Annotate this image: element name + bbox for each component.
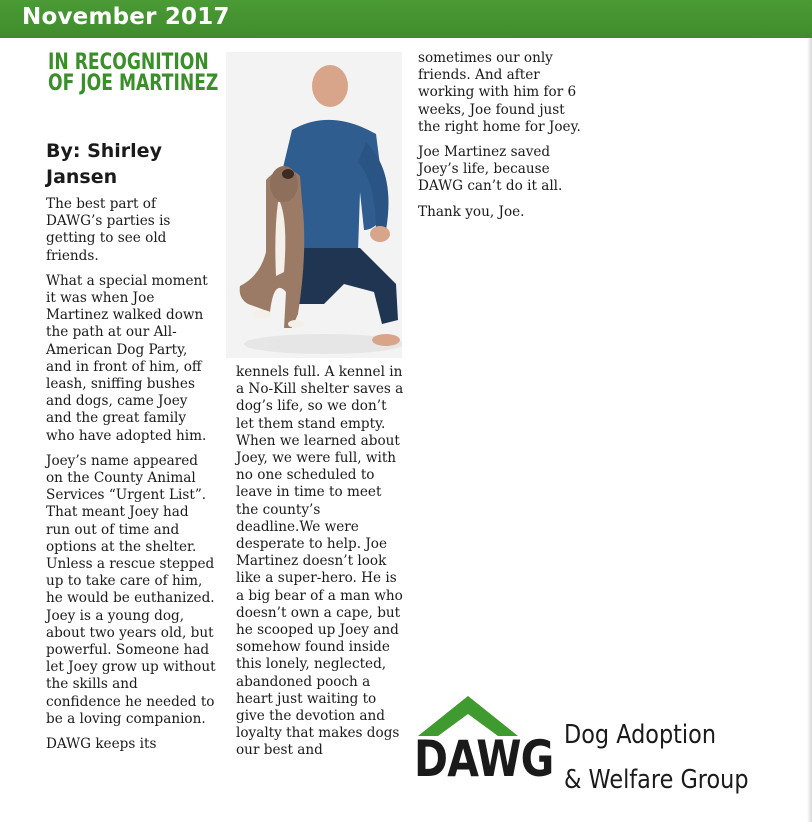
paragraph: Joe Martinez saved Joey’s life, because DAWG can’t do it all.	[418, 144, 563, 195]
logo-tagline-line1: Dog Adoption	[564, 720, 717, 750]
paragraph: What a special moment it was when Joe Martinez walked down the path at our All-American Dog Party, and in front of him, off leash, sniffing bushes and dogs, came Joey and the great family who have adopted him.	[46, 272, 208, 444]
article-byline: By: Shirley Jansen	[46, 140, 162, 188]
logo-wordmark: DAWG	[414, 730, 554, 788]
dawg-logo	[412, 690, 792, 810]
page-edge-shadow	[807, 38, 812, 822]
paragraph: kennels full. A kennel in a No-Kill shelter saves a dog’s life, so we don’t let them stand empty. When we learned about Joey, we were full, with no one scheduled to leave in time to meet the county’s deadline.We were desperate to help. Joe Martinez doesn’t look like a super-hero. He is a big bear of a man who doesn’t own a cape, but he scooped up Joey and somehow found inside this lonely, neglected, abandoned pooch a heart just waiting to give the devotion and loyalty that makes dogs our best and	[236, 364, 404, 759]
article-headline: IN RECOGNITION OF JOE MARTINEZ	[48, 50, 219, 96]
paragraph: The best part of DAWG’s parties is getting to see old friends.	[46, 196, 171, 264]
article-column-2	[236, 364, 406, 768]
article-column-3	[418, 50, 588, 229]
paragraph: Thank you, Joe.	[418, 203, 525, 220]
photo-illustration	[226, 52, 402, 358]
paragraph: sometimes our only friends. And after working with him for 6 weeks, Joe found just the right home for Joey.	[418, 50, 581, 135]
paragraph: DAWG keeps its	[46, 736, 157, 753]
logo-tagline-line2: & Welfare Group	[564, 765, 749, 795]
man-with-dog-photo	[226, 52, 402, 358]
paragraph: Joey’s name appeared on the County Animal Services “Urgent List”. That meant Joey had run out of time and options at the shelter. Unless a rescue stepped up to take care of him, he would be euthanized. Joey is a young dog, about two years old, but powerful. Someone had let Joey grow up without the skills and confidence he needed to be a loving companion.	[46, 452, 216, 727]
article-column-1	[46, 196, 216, 761]
header-banner	[0, 0, 812, 38]
issue-date: November 2017	[22, 4, 230, 30]
